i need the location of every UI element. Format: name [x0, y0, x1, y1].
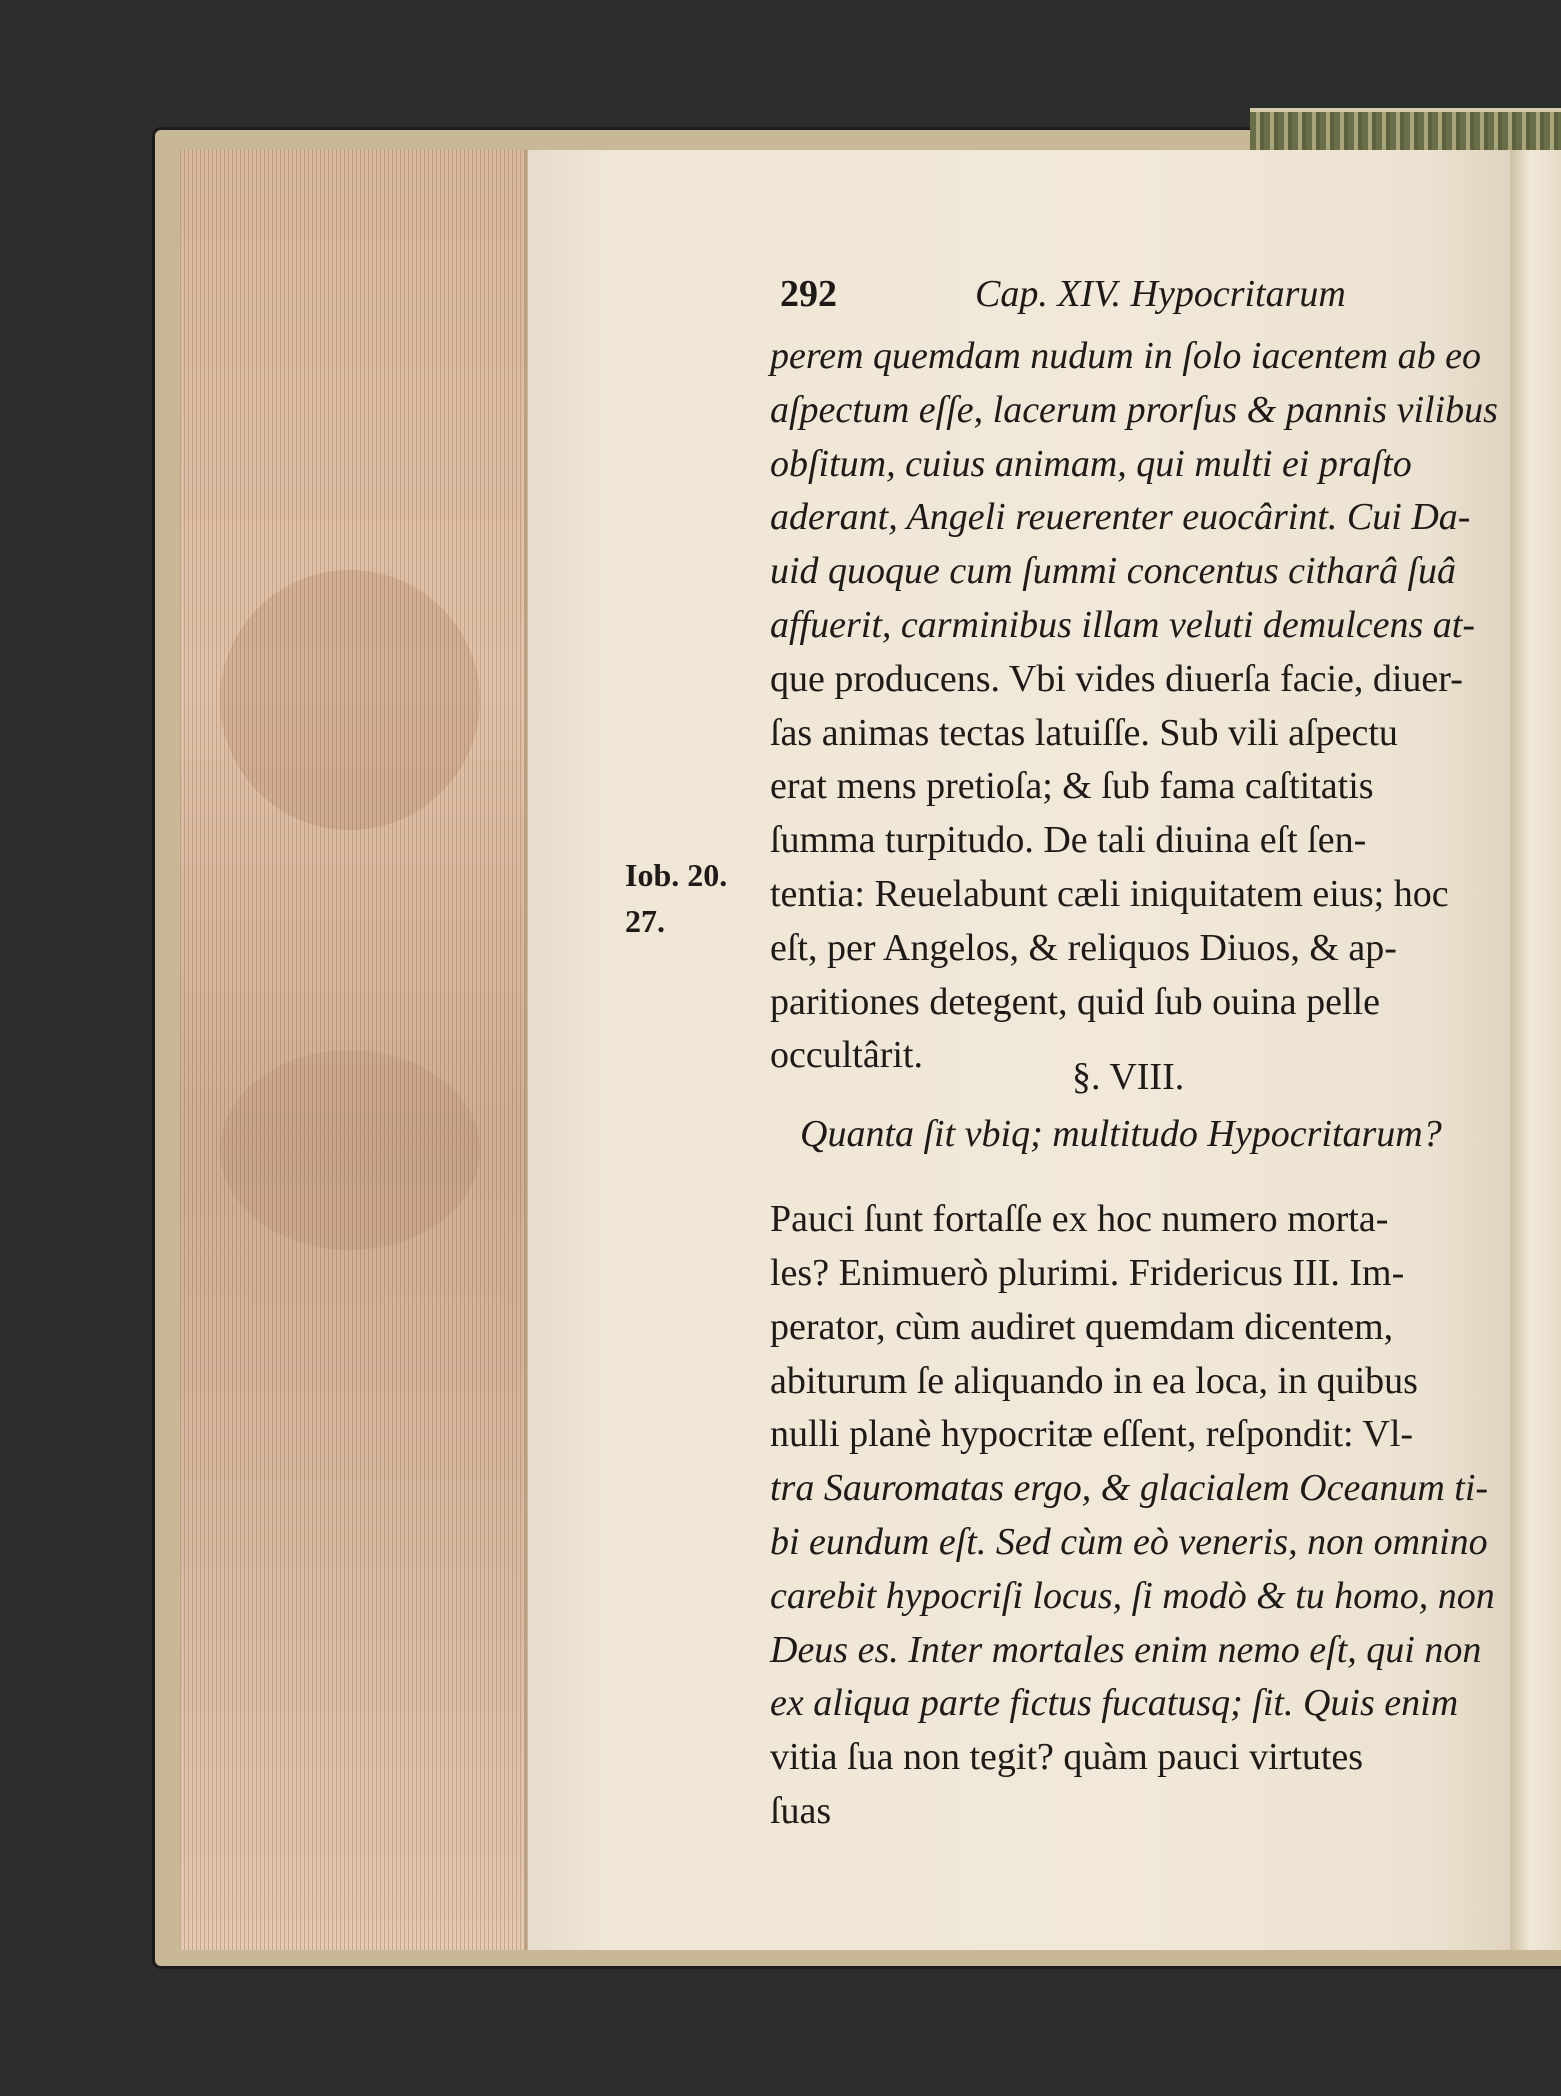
text-line: obſitum, cuius animam, qui multi ei praſto [770, 442, 1412, 485]
text-line: aderant, Angeli reuerenter euocârint. Cui Da- [770, 496, 1471, 539]
text-line: ſumma turpitudo. De tali diuina eſt ſen- [770, 819, 1367, 862]
margin-note [625, 852, 727, 944]
text-line: affuerit, carminibus illam veluti demulcens at- [770, 603, 1476, 646]
section-title: Quanta ſit vbiq; multitudo Hypocritarum? [800, 1113, 1442, 1155]
margin-note-line: 27. [625, 903, 665, 939]
margin-note-line: Iob. 20. [625, 857, 728, 893]
text-line: uid quoque cum ſummi concentus citharâ ſuâ [770, 550, 1457, 593]
text-line: ſas animas tectas latuiſſe. Sub vili aſpectu [770, 711, 1398, 754]
running-head: Cap. XIV. Hypocritarum [975, 273, 1346, 315]
text-line: eſt, per Angelos, & reliquos Diuos, & ap- [770, 926, 1397, 969]
text-line: occultârit. [770, 1034, 923, 1077]
text-block-1 [770, 330, 1510, 1083]
text-line: nulli planè hypocritæ eſſent, reſpondit: Vl- [770, 1413, 1414, 1456]
text-line: bi eundum eſt. Sed cùm eò veneris, non omnino [770, 1520, 1488, 1563]
text-line: erat mens pretioſa; & ſub fama caſtitatis [770, 765, 1374, 808]
text-line: tentia: Reuelabunt cæli iniquitatem eius; hoc [770, 872, 1449, 915]
text-line: Pauci ſunt fortaſſe ex hoc numero morta- [770, 1198, 1389, 1241]
text-line: paritiones detegent, quid ſub ouina pelle [770, 980, 1380, 1023]
text-line: perem quemdam nudum in ſolo iacentem ab eo [770, 335, 1481, 377]
body-text [770, 268, 1510, 1839]
section-mark: §. VIII. [1072, 1056, 1185, 1098]
text-line: ex aliqua parte fictus fucatusq; ſit. Quis enim [770, 1682, 1459, 1725]
page-number: 292 [780, 273, 837, 315]
text-line: les? Enimuerò plurimi. Fridericus III. Im- [770, 1251, 1405, 1294]
text-line: ſuas [770, 1789, 832, 1832]
text-block-2 [770, 1193, 1510, 1839]
text-line: Deus es. Inter mortales enim nemo eſt, qui non [770, 1628, 1482, 1671]
text-line: abiturum ſe aliquando in ea loca, in quibus [770, 1359, 1418, 1402]
text-line: aſpectum eſſe, lacerum prorſus & pannis vilibus [770, 388, 1498, 431]
text-line: carebit hypocriſi locus, ſi modò & tu homo, non [770, 1574, 1495, 1617]
book-headband [1250, 108, 1561, 152]
text-line: que producens. Vbi vides diuerſa facie, diuer- [770, 657, 1463, 700]
page-edges [180, 150, 527, 1950]
text-line: vitia ſua non tegit? quàm pauci virtutes [770, 1736, 1364, 1779]
text-line: tra Sauromatas ergo, & glacialem Oceanum ti- [770, 1467, 1489, 1510]
text-line: perator, cùm audiret quemdam dicentem, [770, 1305, 1394, 1348]
page-gutter [1510, 150, 1561, 1950]
